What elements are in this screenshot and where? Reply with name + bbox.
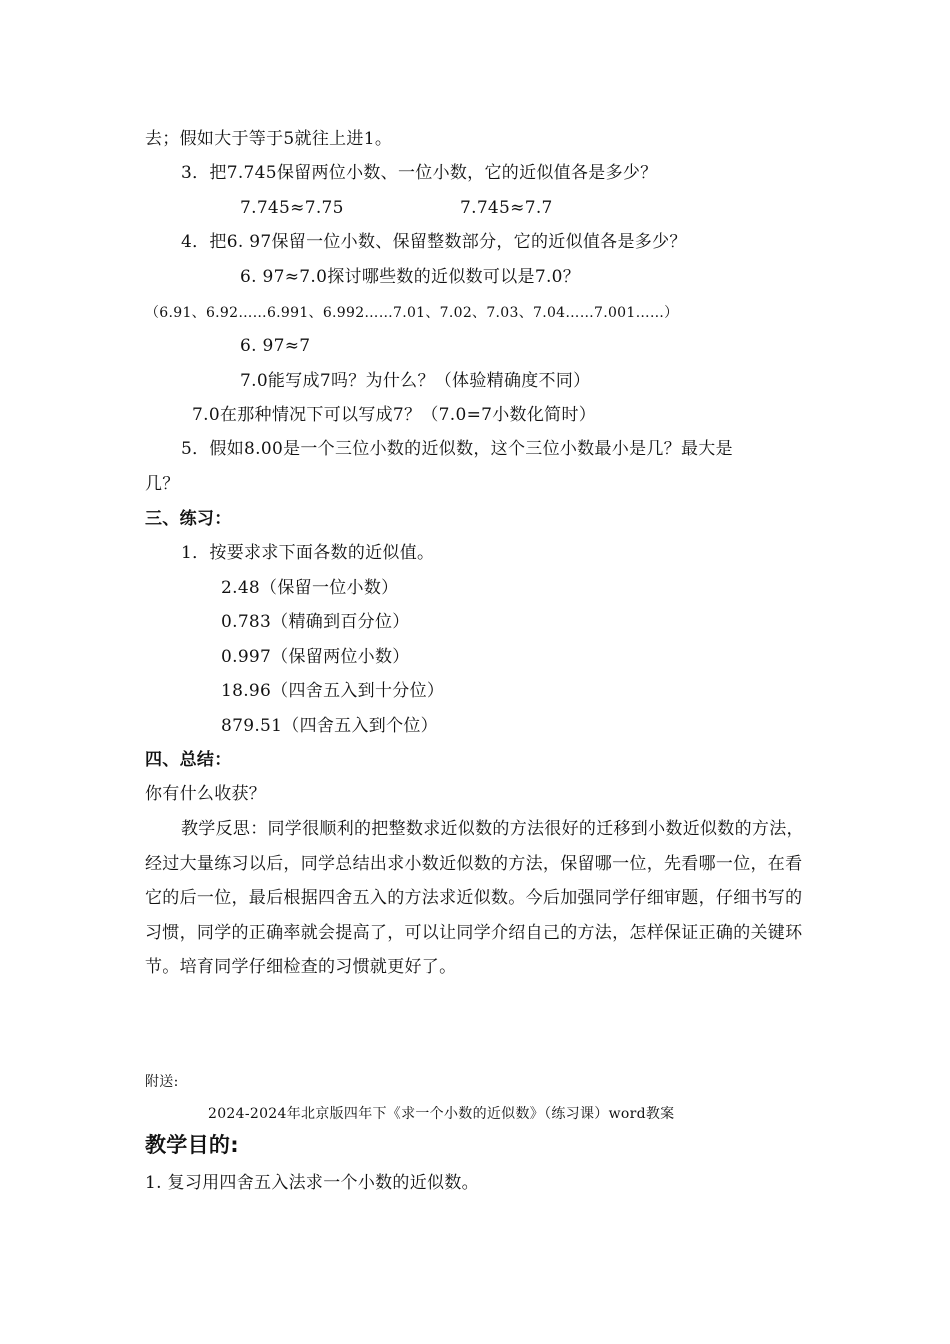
appendix-title: 2024-2024年北京版四年下《求一个小数的近似数》（练习课）word教案 <box>208 1106 675 1122</box>
summary-question: 你有什么收获？ <box>145 784 267 804</box>
practice-item: 18.96（四舍五入到十分位） <box>221 681 445 701</box>
number-list: （6.91、6.92……6.991、6.992……7.01、7.02、7.03、7.04……7.001……） <box>145 305 679 321</box>
question-4: 4．把6. 97保留一位小数、保留整数部分，它的近似值各是多少？ <box>181 232 687 252</box>
practice-item: 0.997（保留两位小数） <box>221 647 410 667</box>
section-heading-practice: 三、练习： <box>145 509 232 529</box>
question-3: 3．把7.745保留两位小数、一位小数，它的近似值各是多少？ <box>181 163 658 183</box>
practice-item: 2.48（保留一位小数） <box>221 578 399 598</box>
question-5-cont: 几？ <box>145 474 180 494</box>
teaching-goal-1: 1. 复习用四舍五入法求一个小数的近似数。 <box>145 1173 479 1193</box>
answer-4b: 6. 97≈7 <box>240 336 311 356</box>
section-heading-summary: 四、总结： <box>145 750 232 770</box>
practice-item: 879.51（四舍五入到个位） <box>221 716 438 736</box>
question-5: 5．假如8.00是一个三位小数的近似数，这个三位小数最小是几？最大是 <box>181 439 733 459</box>
answer-4a: 6. 97≈7.0探讨哪些数的近似数可以是7.0？ <box>240 267 581 287</box>
text-line: 去；假如大于等于5就往上进1。 <box>145 129 393 149</box>
practice-item: 0.783（精确到百分位） <box>221 612 410 632</box>
teaching-reflection: 教学反思：同学很顺利的把整数求近似数的方法很好的迁移到小数近似数的方法，经过大量练习以后，同学总结出求小数近似数的方法，保留哪一位，先看哪一位，在看它的后一位，最后根据四舍五入的方法求近似数。今后加强同学仔细审题，仔细书写的习惯，同学的正确率就会提高了，可以让同学介绍自己的方法，怎样保证正确的关键环节。培育同学仔细检查的习惯就更好了。 <box>145 819 804 977</box>
practice-intro: 1．按要求求下面各数的近似值。 <box>181 543 435 563</box>
teaching-goals-heading: 教学目的: <box>145 1133 239 1157</box>
answer-3a: 7.745≈7.75 <box>240 198 344 218</box>
answer-3b: 7.745≈7.7 <box>460 198 553 218</box>
question-4d: 7.0在那种情况下可以写成7？（7.0=7小数化简时） <box>192 405 597 425</box>
appendix-label: 附送: <box>145 1074 179 1090</box>
question-4c: 7.0能写成7吗？为什么？（体验精确度不同） <box>240 371 591 391</box>
